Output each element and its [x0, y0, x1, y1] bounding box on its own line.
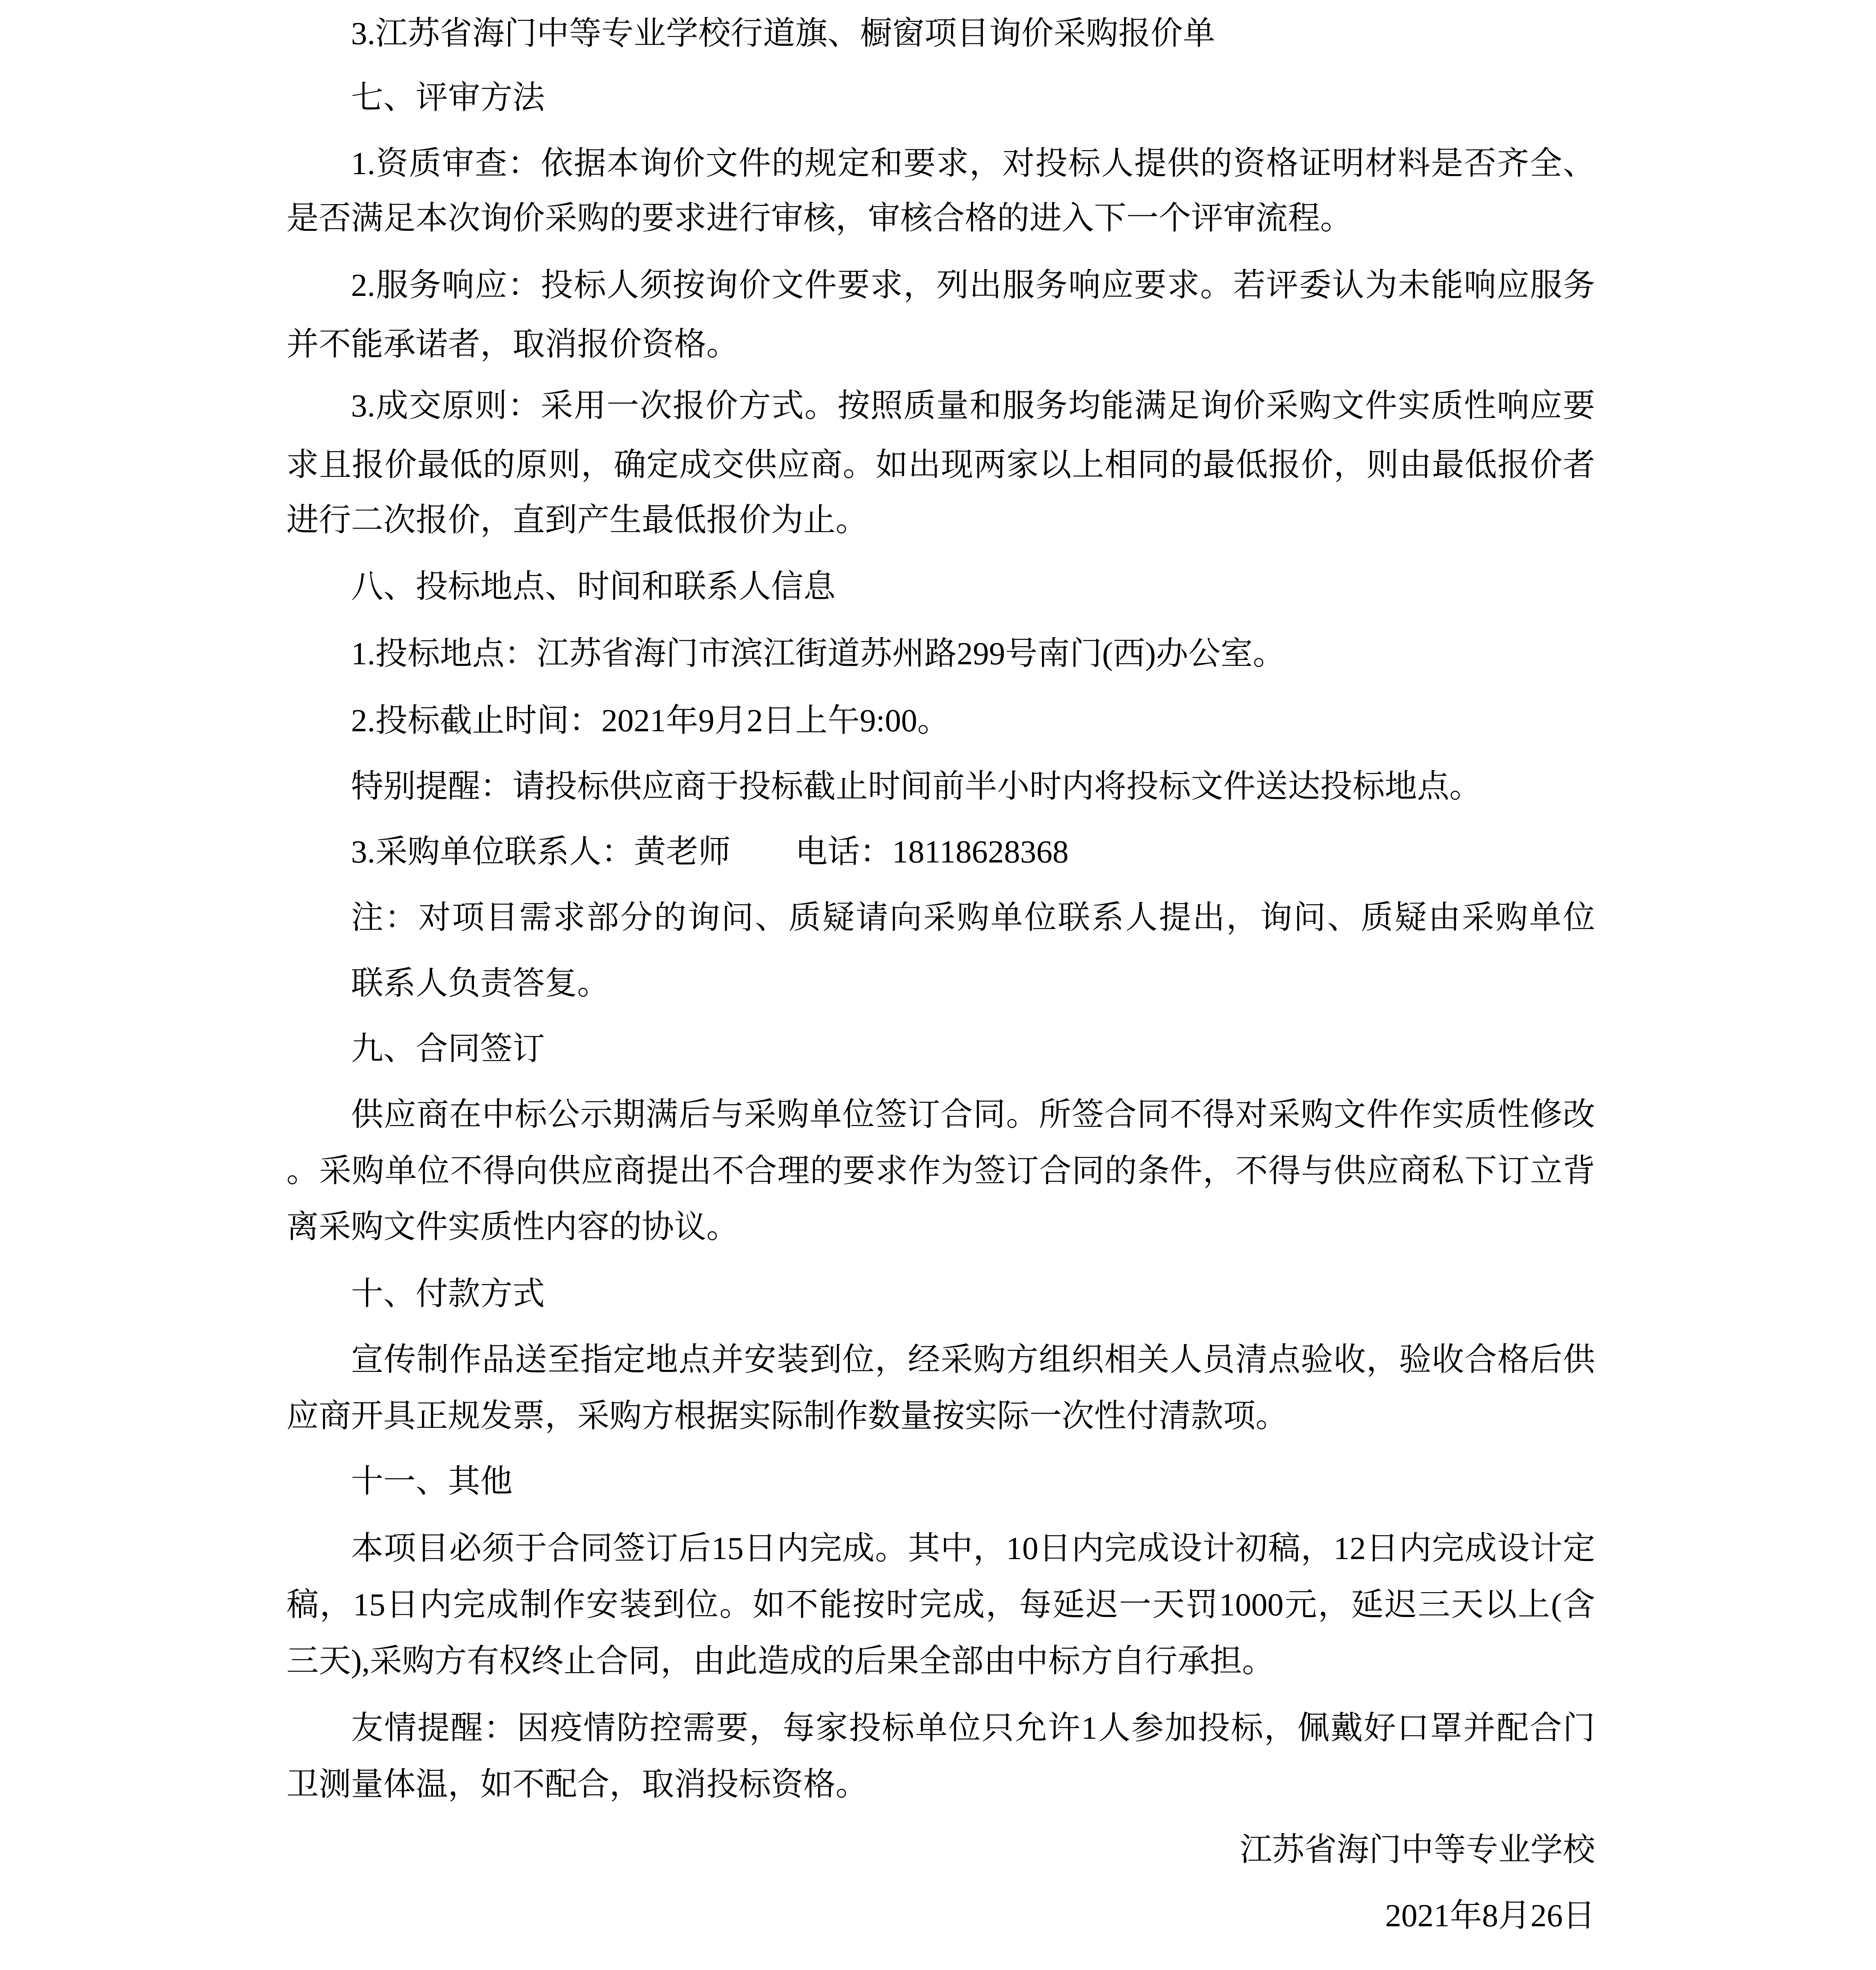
paragraph-line: 应商开具正规发票，采购方根据实际制作数量按实际一次性付清款项。: [286, 1398, 1288, 1434]
paragraph-line: 进行二次报价，直到产生最低报价为止。: [286, 502, 868, 538]
paragraph-line: 离采购文件实质性内容的协议。: [286, 1209, 739, 1245]
signature-date: 2021年8月26日: [1385, 1898, 1595, 1933]
note-line: 注：对项目需求部分的询问、质疑请向采购单位联系人提出，询问、质疑由采购单位: [351, 900, 1595, 935]
section-heading-contract: 九、合同签订: [351, 1031, 545, 1067]
paragraph-line: 求且报价最低的原则，确定成交供应商。如出现两家以上相同的最低报价，则由最低报价者: [286, 447, 1595, 483]
section-heading-other: 十一、其他: [351, 1463, 513, 1499]
paragraph-line: 。采购单位不得向供应商提出不合理的要求作为签订合同的条件，不得与供应商私下订立背: [286, 1153, 1595, 1189]
paragraph-line: 2.服务响应：投标人须按询价文件要求，列出服务响应要求。若评委认为未能响应服务: [351, 267, 1595, 303]
paragraph-line: 卫测量体温，如不配合，取消投标资格。: [286, 1766, 868, 1802]
paragraph-line: 宣传制作品送至指定地点并安装到位，经采购方组织相关人员清点验收，验收合格后供: [351, 1342, 1595, 1377]
contact-info: 3.采购单位联系人：黄老师 电话：18118628368: [351, 834, 1069, 870]
paragraph-line: 3.成交原则：采用一次报价方式。按照质量和服务均能满足询价采购文件实质性响应要: [351, 388, 1595, 424]
section-heading-payment: 十、付款方式: [351, 1276, 545, 1312]
section-heading-evaluation: 七、评审方法: [351, 80, 545, 115]
paragraph-line: 是否满足本次询价采购的要求进行审核，审核合格的进入下一个评审流程。: [286, 200, 1353, 236]
note-line: 联系人负责答复。: [351, 965, 610, 1001]
list-item-quote-form: 3.江苏省海门中等专业学校行道旗、橱窗项目询价采购报价单: [351, 15, 1215, 51]
bid-deadline: 2.投标截止时间：2021年9月2日上午9:00。: [351, 703, 950, 738]
paragraph-line: 稿，15日内完成制作安装到位。如不能按时完成，每延迟一天罚1000元，延迟三天以上(含: [286, 1587, 1595, 1622]
paragraph-line: 1.资质审查：依据本询价文件的规定和要求，对投标人提供的资格证明材料是否齐全、: [351, 145, 1595, 181]
paragraph-line: 友情提醒：因疫情防控需要，每家投标单位只允许1人参加投标，佩戴好口罩并配合门: [351, 1710, 1595, 1746]
bid-location: 1.投标地点：江苏省海门市滨江街道苏州路299号南门(西)办公室。: [351, 636, 1285, 671]
paragraph-line: 供应商在中标公示期满后与采购单位签订合同。所签合同不得对采购文件作实质性修改: [351, 1097, 1595, 1132]
paragraph-line: 并不能承诺者，取消报价资格。: [286, 326, 739, 362]
special-reminder: 特别提醒：请投标供应商于投标截止时间前半小时内将投标文件送达投标地点。: [351, 768, 1482, 804]
signature-organization: 江苏省海门中等专业学校: [1239, 1832, 1595, 1868]
paragraph-line: 本项目必须于合同签订后15日内完成。其中，10日内完成设计初稿，12日内完成设计定: [351, 1530, 1595, 1566]
paragraph-line: 三天),采购方有权终止合同，由此造成的后果全部由中标方自行承担。: [286, 1643, 1274, 1679]
section-heading-bidding-info: 八、投标地点、时间和联系人信息: [351, 569, 836, 604]
